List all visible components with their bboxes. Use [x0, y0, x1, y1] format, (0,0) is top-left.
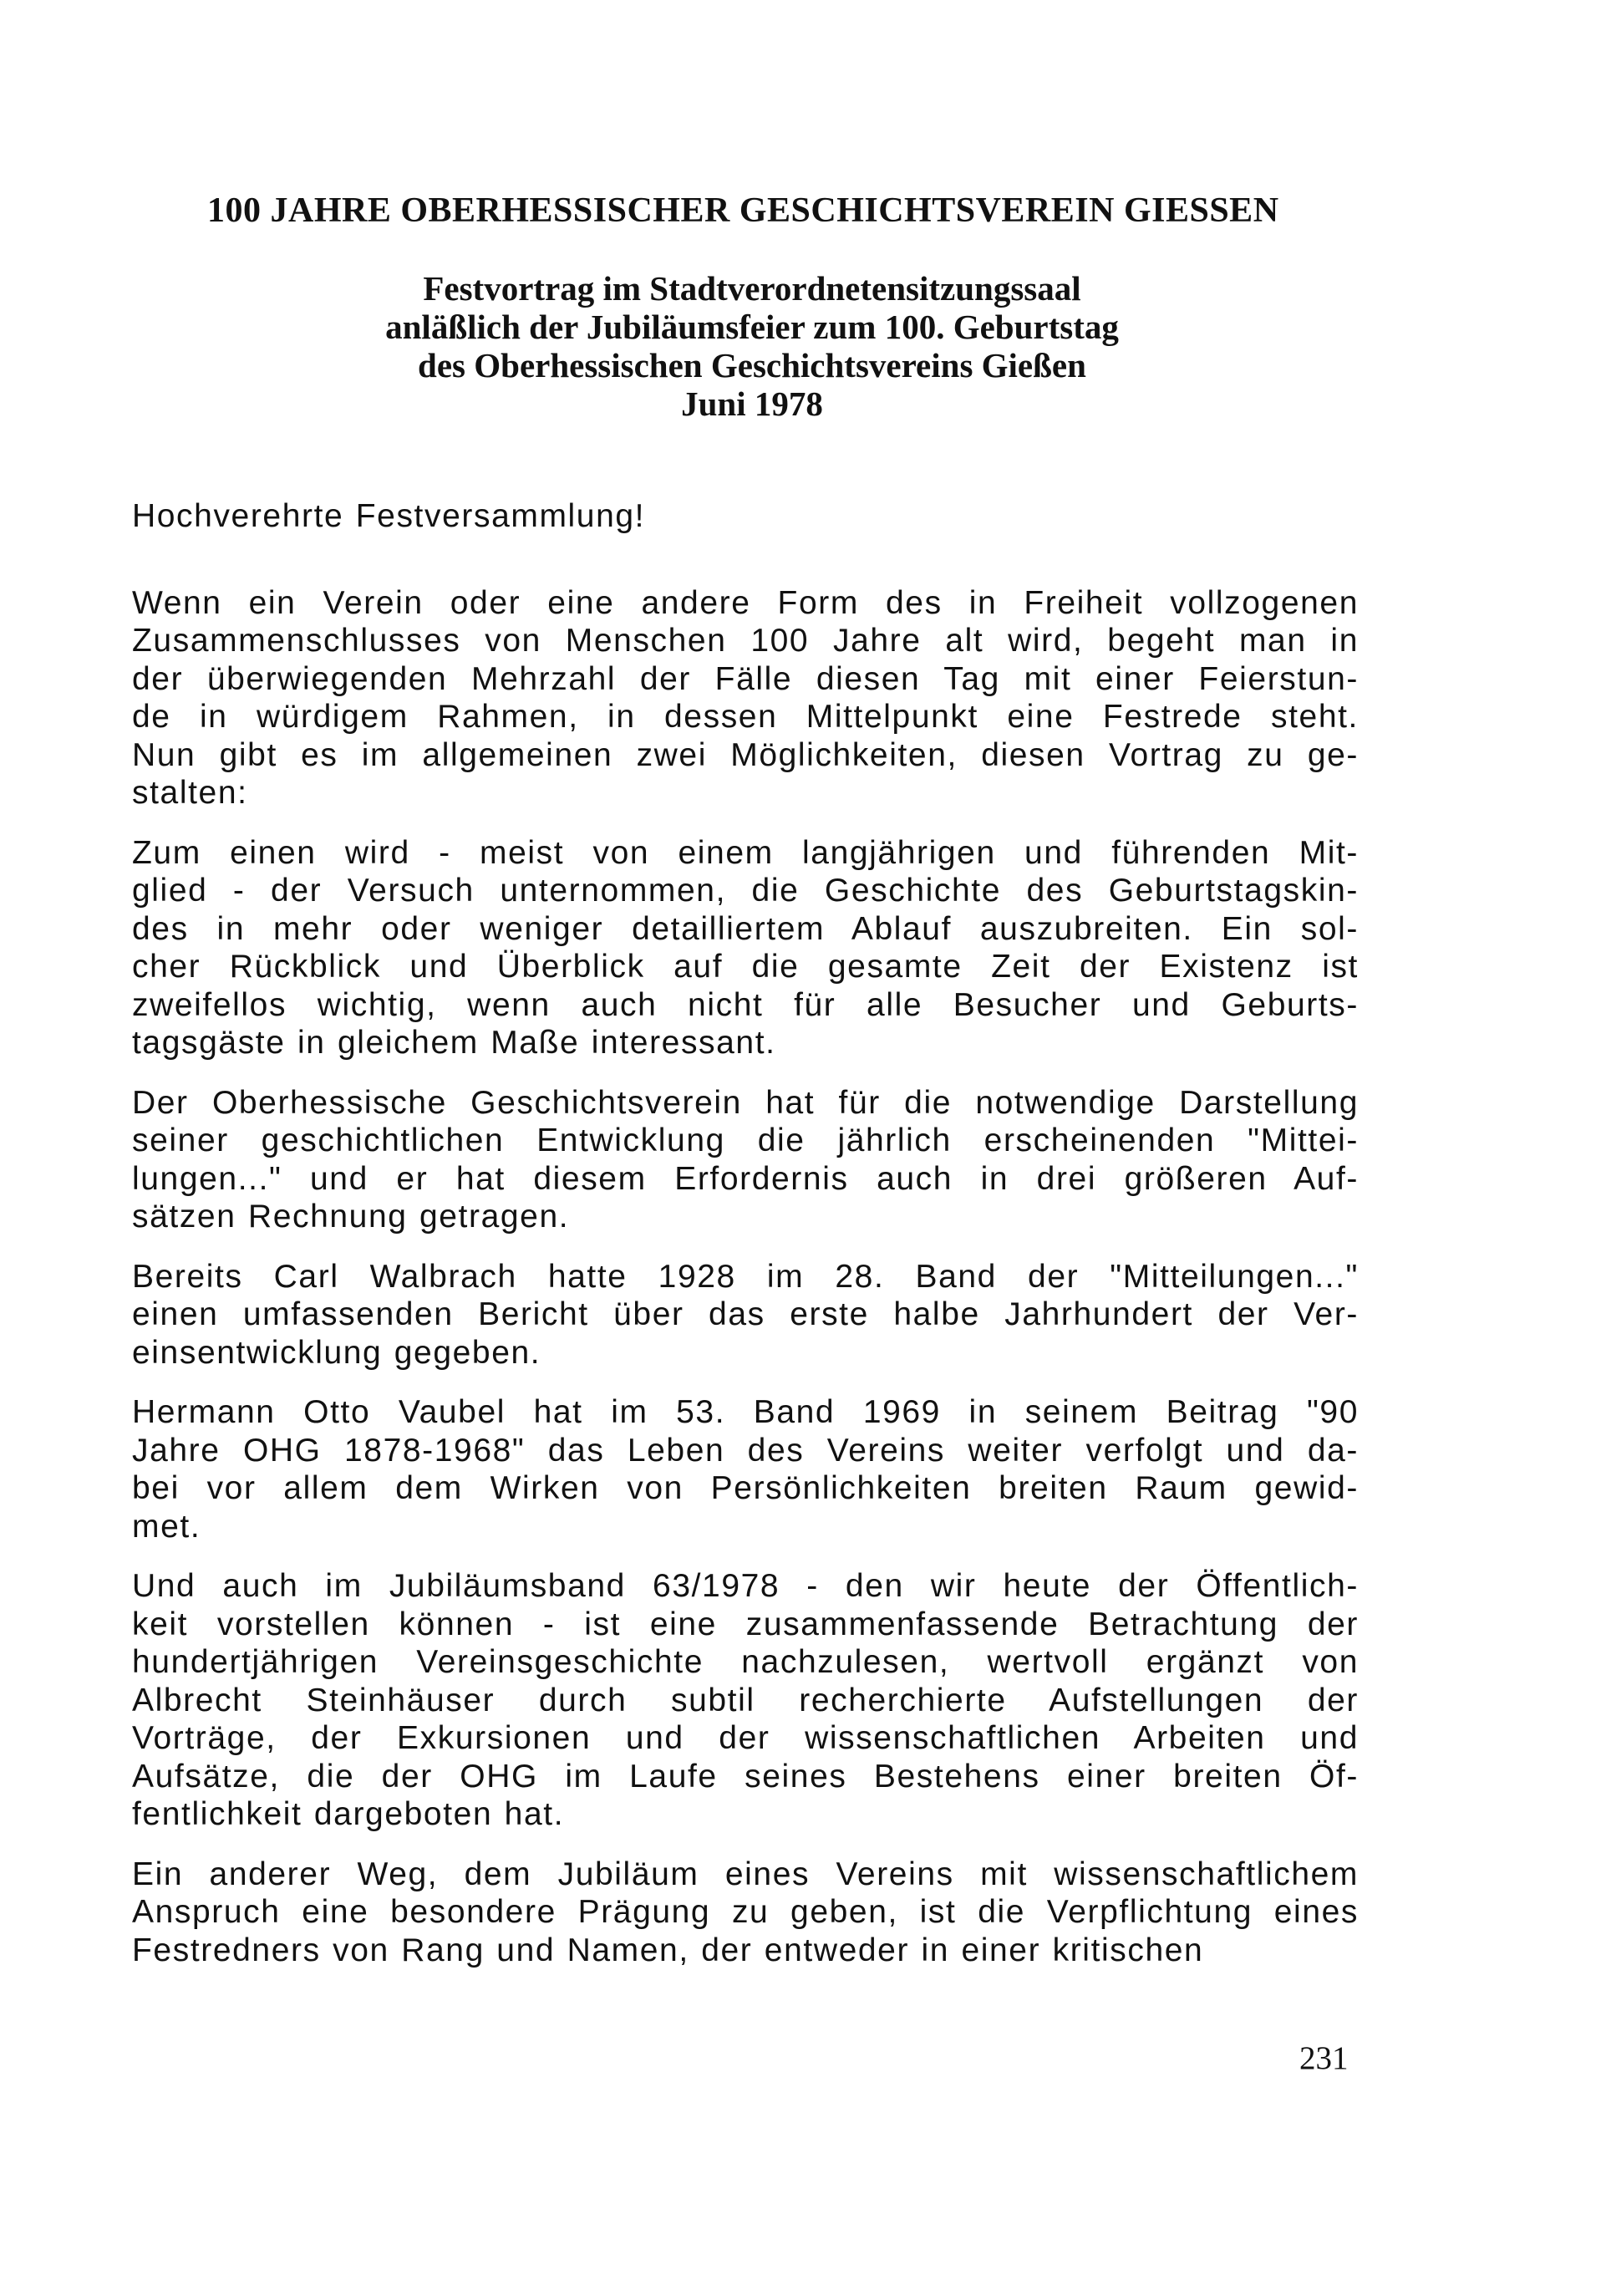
paragraph-line: cher Rückblick und Überblick auf die gesamte Zeit der Existenz ist: [132, 949, 1359, 985]
paragraph-line: tagsgäste in gleichem Maße interessant.: [132, 1025, 776, 1061]
paragraph-line: Und auch im Jubiläumsband 63/1978 - den wir heute der Öffentlich-: [132, 1568, 1359, 1604]
paragraph: [132, 834, 1359, 1062]
subtitle-line: des Oberhessischen Geschichtsvereins Gießen: [418, 346, 1086, 384]
paragraph: [132, 1567, 1359, 1834]
subtitle-line: Juni 1978: [681, 384, 823, 423]
paragraph-line: Albrecht Steinhäuser durch subtil recherchierte Aufstellungen der: [132, 1682, 1359, 1718]
subtitle-line: anläßlich der Jubiläumsfeier zum 100. Geburtstag: [385, 308, 1119, 346]
paragraph-line: bei vor allem dem Wirken von Persönlichkeiten breiten Raum gewid-: [132, 1470, 1359, 1506]
paragraph-line: Zusammenschlusses von Menschen 100 Jahre alt wird, begeht man in: [132, 623, 1359, 659]
document-subtitle: [251, 269, 1253, 423]
document-title: 100 JAHRE OBERHESSISCHER GESCHICHTSVEREIN GIESSEN: [207, 191, 1279, 230]
paragraph-line: Festredners von Rang und Namen, der entweder in einer kritischen: [132, 1932, 1204, 1968]
paragraph-line: glied - der Versuch unternommen, die Geschichte des Geburtstagskin-: [132, 873, 1359, 909]
paragraph: [132, 1856, 1359, 1970]
salutation: Hochverehrte Festversammlung!: [132, 498, 646, 534]
paragraph-line: Ein anderer Weg, dem Jubiläum eines Vereins mit wissenschaftlichem: [132, 1856, 1359, 1892]
paragraph-line: de in würdigem Rahmen, in dessen Mittelpunkt eine Festrede steht.: [132, 699, 1359, 735]
paragraph-line: Aufsätze, die der OHG im Laufe seines Bestehens einer breiten Öf-: [132, 1758, 1359, 1795]
paragraph-line: seiner geschichtlichen Entwicklung die jährlich erscheinenden "Mittei-: [132, 1123, 1359, 1158]
paragraph-line: fentlichkeit dargeboten hat.: [132, 1796, 565, 1832]
paragraph-line: stalten:: [132, 775, 248, 811]
page-number: 231: [1299, 2040, 1349, 2076]
paragraph-line: met.: [132, 1508, 201, 1545]
paragraph: [132, 1084, 1359, 1236]
paragraph: [132, 1258, 1359, 1372]
paragraph-line: Wenn ein Verein oder eine andere Form des in Freiheit vollzogenen: [132, 584, 1359, 621]
paragraph-line: des in mehr oder weniger detailliertem Ablauf auszubreiten. Ein sol-: [132, 910, 1359, 947]
paragraph-line: einen umfassenden Bericht über das erste halbe Jahrhundert der Ver-: [132, 1296, 1359, 1332]
paragraph: [132, 584, 1359, 812]
paragraph-line: Anspruch eine besondere Prägung zu geben, ist die Verpflichtung eines: [132, 1894, 1359, 1930]
paragraph-line: einsentwicklung gegeben.: [132, 1334, 541, 1371]
paragraph-line: der überwiegenden Mehrzahl der Fälle diesen Tag mit einer Feierstun-: [132, 660, 1359, 697]
document-body: [132, 497, 1359, 1991]
paragraph-line: lungen..." und er hat diesem Erfordernis auch in drei größeren Auf-: [132, 1160, 1359, 1197]
subtitle-line: Festvortrag im Stadtverordnetensitzungssaal: [423, 269, 1081, 308]
paragraph-line: Der Oberhessische Geschichtsverein hat für die notwendige Darstellung: [132, 1084, 1359, 1121]
paragraph-line: Hermann Otto Vaubel hat im 53. Band 1969 in seinem Beitrag "90: [132, 1394, 1359, 1430]
paragraph-line: keit vorstellen können - ist eine zusammenfassende Betrachtung der: [132, 1606, 1359, 1642]
paragraph-line: Bereits Carl Walbrach hatte 1928 im 28. Band der "Mitteilungen...": [132, 1258, 1359, 1295]
paragraph-line: Nun gibt es im allgemeinen zwei Möglichkeiten, diesen Vortrag zu ge-: [132, 736, 1359, 773]
paragraph-line: Vorträge, der Exkursionen und der wissenschaftlichen Arbeiten und: [132, 1720, 1359, 1756]
paragraph: [132, 1393, 1359, 1545]
paragraph-line: hundertjährigen Vereinsgeschichte nachzulesen, wertvoll ergänzt von: [132, 1644, 1359, 1680]
paragraph-list: [132, 584, 1359, 1970]
paragraph-line: zweifellos wichtig, wenn auch nicht für alle Besucher und Geburts-: [132, 986, 1359, 1023]
paragraph-line: sätzen Rechnung getragen.: [132, 1199, 570, 1235]
paragraph-line: Jahre OHG 1878-1968" das Leben des Vereins weiter verfolgt und da-: [132, 1432, 1359, 1469]
paragraph-line: Zum einen wird - meist von einem langjährigen und führenden Mit-: [132, 834, 1359, 871]
